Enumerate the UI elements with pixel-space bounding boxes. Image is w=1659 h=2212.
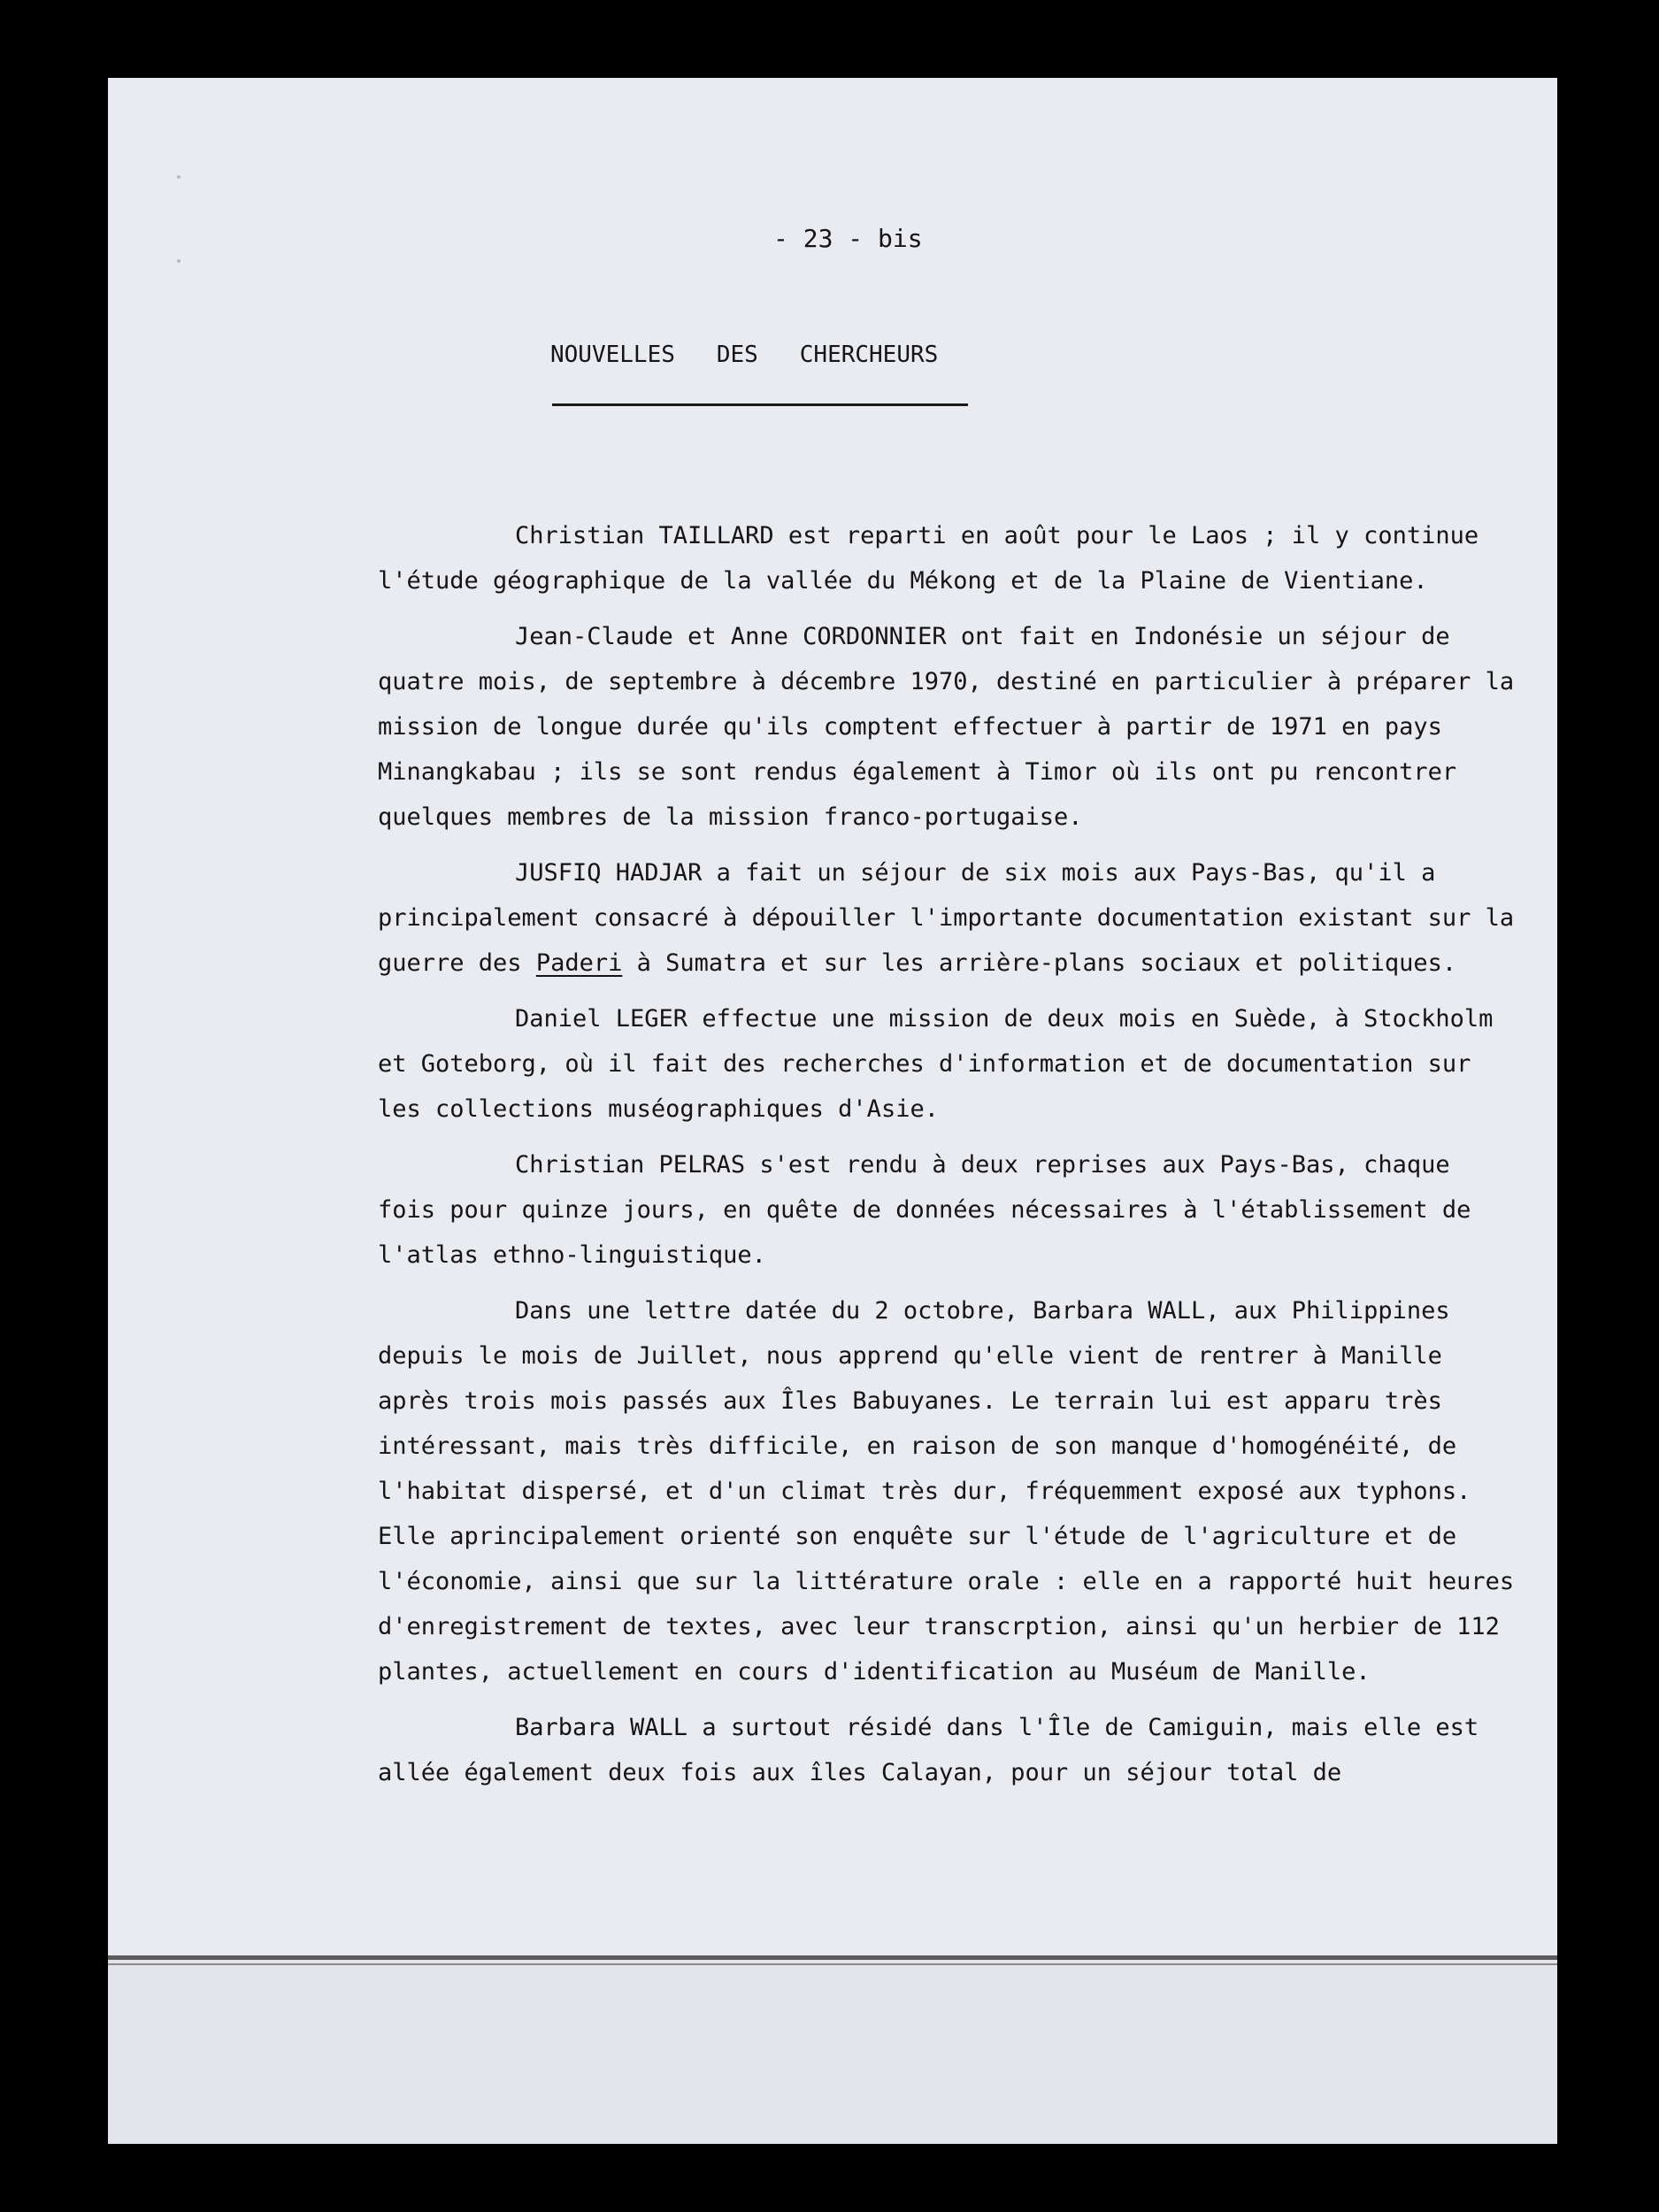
paragraph-cordonnier: Jean-Claude et Anne CORDONNIER ont fait en Indonésie un séjour de quatre mois, de septembre à décembre 1970, destiné en particulier à préparer la mission de longue durée qu'ils comptent effectuer à partir de 1971 en pays Minangkabau ; ils se sont rendus également à Timor où ils ont pu rencontrer quelques membres de la mission franco-portugaise. (378, 623, 1515, 831)
page-edge-line (108, 1963, 1557, 1965)
page-number: - 23 - bis (773, 224, 923, 253)
paragraph-wall-letter: Dans une lettre datée du 2 octobre, Barbara WALL, aux Philippines depuis le mois de Juillet, nous apprend qu'elle vient de rentrer à Manille après trois mois passés aux Îles Babuyanes. Le terrain lui est apparu très intéressant, mais très difficile, en raison de son manque d'homogénéité, de l'habitat dispersé, et d'un climat très dur, fréquemment exposé aux typhons. Elle aprincipalement orienté son enquête sur l'étude de l'agriculture et de l'économie, ainsi que sur la littérature orale : elle en a rapporté huit heures d'enregistrement de textes, avec leur transcrption, ainsi qu'un herbier de 112 plantes, actuellement en cours d'identification au Muséum de Manille. (378, 1297, 1515, 1686)
title-underline (552, 403, 968, 406)
page-title: NOUVELLES DES CHERCHEURS (550, 342, 939, 368)
paragraph-hadjar-start: JUSFIQ HADJAR a fait un séjour de six mois aux Pays-Bas, qu'il a principalement consacré à dépouiller l'importante documentation existant sur la guerre des (378, 859, 1515, 977)
paper-speck (177, 259, 180, 263)
folded-page-edge (108, 1955, 1557, 2144)
paper-speck (177, 175, 180, 179)
paragraph-wall-camiguin: Barbara WALL a surtout résidé dans l'Île de Camiguin, mais elle est allée également deux fois aux îles Calayan, pour un séjour total de (378, 1714, 1479, 1786)
paragraph-hadjar-end: à Sumatra et sur les arrière-plans sociaux et politiques. (622, 949, 1457, 977)
body-text (378, 513, 1519, 1806)
paragraph-hadjar (378, 850, 1519, 986)
underlined-term-paderi: Paderi (535, 949, 623, 977)
paragraph-leger: Daniel LEGER effectue une mission de deux mois en Suède, à Stockholm et Goteborg, où il fait des recherches d'information et de documentation sur les collections muséographiques d'Asie. (378, 1005, 1494, 1123)
paragraph-taillard: Christian TAILLARD est reparti en août pour le Laos ; il y continue l'étude géographique de la vallée du Mékong et de la Plaine de Vientiane. (378, 522, 1479, 595)
paragraph-pelras: Christian PELRAS s'est rendu à deux reprises aux Pays-Bas, chaque fois pour quinze jours, en quête de données nécessaires à l'établissement de l'atlas ethno-linguistique. (378, 1151, 1471, 1269)
document-page (108, 78, 1557, 2144)
